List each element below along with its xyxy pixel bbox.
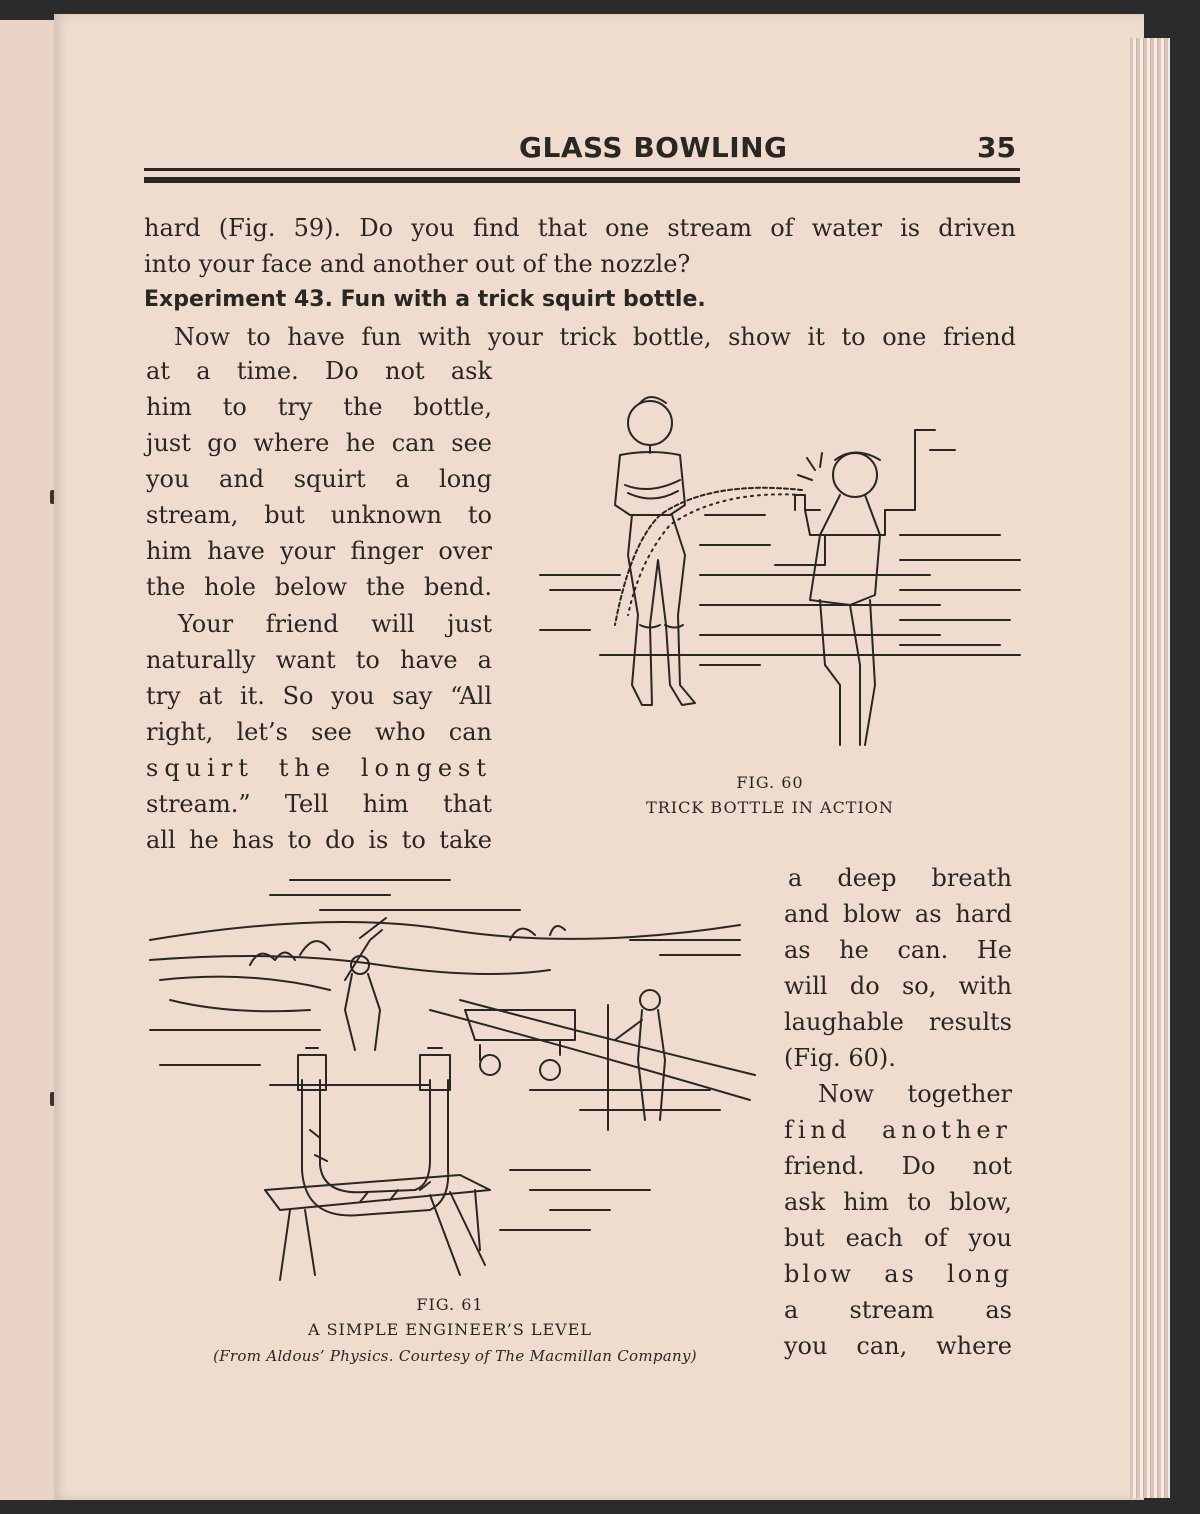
figure-61-credit: (From Aldous’ Physics. Courtesy of The Macmillan Company) bbox=[213, 1347, 697, 1365]
body-line: hard (Fig. 59). Do you find that one stream of water is driven bbox=[144, 214, 1016, 242]
body-line: and blow as hard bbox=[784, 900, 1012, 928]
body-line: laughable results bbox=[784, 1008, 1012, 1036]
experiment-heading: Experiment 43. Fun with a trick squirt bottle. bbox=[144, 287, 706, 312]
body-line: try at it. So you say “All bbox=[146, 682, 492, 710]
figure-60-caption: TRICK BOTTLE IN ACTION bbox=[646, 798, 894, 817]
body-line: you and squirt a long bbox=[146, 465, 492, 493]
figure-61-number: FIG. 61 bbox=[416, 1295, 484, 1314]
body-line: a deep breath bbox=[788, 864, 1012, 892]
body-line: stream.” Tell him that bbox=[146, 790, 492, 818]
body-line: blow as long bbox=[784, 1260, 1012, 1288]
body-line: him to try the bottle, bbox=[146, 393, 492, 421]
body-line: naturally want to have a bbox=[146, 646, 492, 674]
running-head: GLASS BOWLING bbox=[519, 131, 788, 164]
body-line: ask him to blow, bbox=[784, 1188, 1012, 1216]
figure-61-caption: A SIMPLE ENGINEER’S LEVEL bbox=[307, 1320, 593, 1339]
body-line: you can, where bbox=[784, 1332, 1012, 1360]
body-line: Your friend will just bbox=[178, 610, 492, 638]
page-number: 35 bbox=[977, 131, 1016, 164]
body-line: stream, but unknown to bbox=[146, 501, 492, 529]
body-line: a stream as bbox=[784, 1296, 1012, 1324]
left-page-edge bbox=[0, 20, 58, 1500]
body-line: squirt the longest bbox=[146, 754, 492, 782]
header-rule bbox=[144, 168, 1020, 171]
body-line: as he can. He bbox=[784, 936, 1012, 964]
body-line: the hole below the bend. bbox=[146, 573, 492, 601]
body-line: him have your finger over bbox=[146, 537, 492, 565]
engineers-level-illustration bbox=[130, 870, 770, 1290]
body-line: into your face and another out of the nozzle? bbox=[144, 250, 691, 278]
page-header bbox=[144, 128, 1020, 188]
body-line: friend. Do not bbox=[784, 1152, 1012, 1180]
body-line: Now to have fun with your trick bottle, show it to one friend bbox=[174, 323, 1016, 351]
body-line: find another bbox=[784, 1116, 1012, 1144]
body-line: all he has to do is to take bbox=[146, 826, 492, 854]
body-line: will do so, with bbox=[784, 972, 1012, 1000]
body-line: just go where he can see bbox=[146, 429, 492, 457]
body-line: at a time. Do not ask bbox=[146, 357, 492, 385]
page-edges bbox=[1130, 38, 1170, 1498]
body-line: but each of you bbox=[784, 1224, 1012, 1252]
body-line: (Fig. 60). bbox=[784, 1044, 896, 1072]
trick-bottle-illustration bbox=[520, 385, 1020, 775]
header-rule bbox=[144, 177, 1020, 183]
body-line: Now together bbox=[818, 1080, 1012, 1108]
figure-60-number: FIG. 60 bbox=[736, 773, 804, 792]
body-line: right, let’s see who can bbox=[146, 718, 492, 746]
